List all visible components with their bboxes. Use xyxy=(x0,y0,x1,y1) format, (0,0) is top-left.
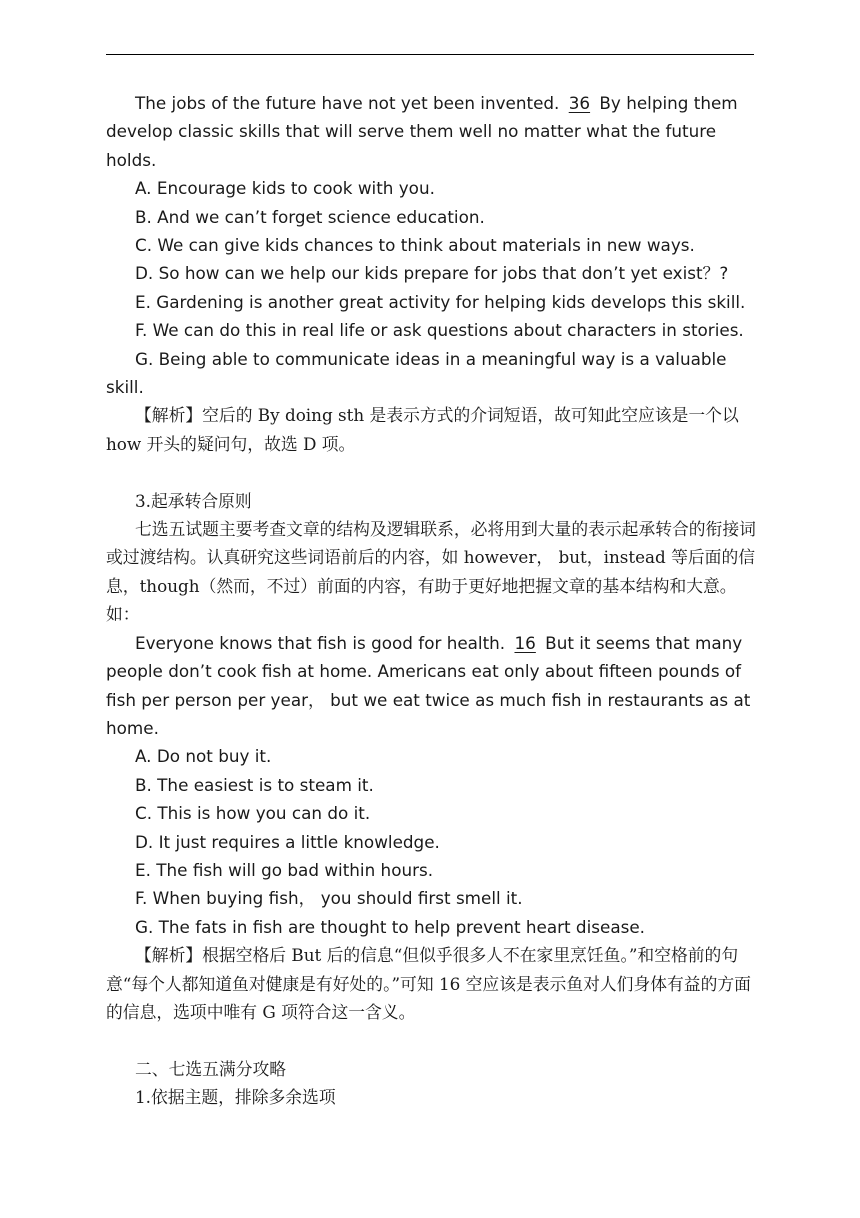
passage1-analysis: 【解析】空后的 By doing sth 是表示方式的介词短语，故可知此空应该是一个以 how 开头的疑问句，故选 D 项。 xyxy=(106,405,739,454)
spacer xyxy=(106,458,756,486)
option-c: C. We can give kids chances to think about materials in new ways. xyxy=(135,235,695,256)
section3-intro: 七选五试题主要考查文章的结构及逻辑联系，必将用到大量的表示起承转合的衔接词或过渡结构。认真研究这些词语前后的内容，如 however， but，instead 等后面的信息，though（然而，不过）前面的内容，有助于更好地把握文章的基本结构和大意。如： xyxy=(106,519,756,625)
section3-heading: 3.起承转合原则 xyxy=(135,490,252,511)
passage1-lead: The jobs of the future have not yet been invented. xyxy=(135,93,565,113)
passage2-lead: Everyone knows that fish is good for health. xyxy=(135,632,511,653)
option-e: E. The fish will go bad within hours. xyxy=(135,859,434,880)
passage2-analysis: 【解析】根据空格后 But 后的信息“但似乎很多人不在家里烹饪鱼。”和空格前的句意“每个人都知道鱼对健康是有好处的。”可知 16 空应该是表示鱼对人们身体有益的方面的信息，选项中唯有 G 项符合这一含义。 xyxy=(106,945,751,1022)
option-c: C. This is how you can do it. xyxy=(135,803,371,824)
option-f: F. When buying fish， you should first smell it. xyxy=(135,888,523,909)
passage1-follow: By helping them develop classic skills that will serve them well no matter what the future holds. xyxy=(106,93,738,170)
section-two-subheading: 1.依据主题，排除多余选项 xyxy=(135,1087,336,1108)
document-body xyxy=(106,89,756,1112)
blank-36: 36 xyxy=(568,93,591,113)
option-g: G. Being able to communicate ideas in a meaningful way is a valuable skill. xyxy=(106,348,727,398)
option-g: G. The fats in fish are thought to help prevent heart disease. xyxy=(135,916,646,937)
option-d: D. So how can we help our kids prepare for jobs that don’t yet exist？? xyxy=(135,263,729,284)
passage2-options xyxy=(106,742,756,941)
passage2-follow: But it seems that many people don’t cook fish at home. Americans eat only about fifteen pounds of fish per person per year， but we eat twice as much fish in restaurants as at home. xyxy=(106,632,751,738)
option-a: A. Encourage kids to cook with you. xyxy=(135,178,435,199)
spacer xyxy=(106,1026,756,1054)
option-f: F. We can do this in real life or ask questions about characters in stories. xyxy=(135,320,744,341)
option-e: E. Gardening is another great activity for helping kids develops this skill. xyxy=(135,291,746,312)
passage1-options xyxy=(106,174,756,401)
header-rule xyxy=(106,54,754,55)
passage2-text xyxy=(106,629,756,743)
passage1-text xyxy=(106,89,756,174)
option-b: B. And we can’t forget science education. xyxy=(135,206,485,227)
option-a: A. Do not buy it. xyxy=(135,746,272,767)
option-d: D. It just requires a little knowledge. xyxy=(135,831,440,852)
option-b: B. The easiest is to steam it. xyxy=(135,774,374,795)
section-two-heading: 二、七选五满分攻略 xyxy=(135,1058,287,1079)
blank-16: 16 xyxy=(514,632,536,653)
